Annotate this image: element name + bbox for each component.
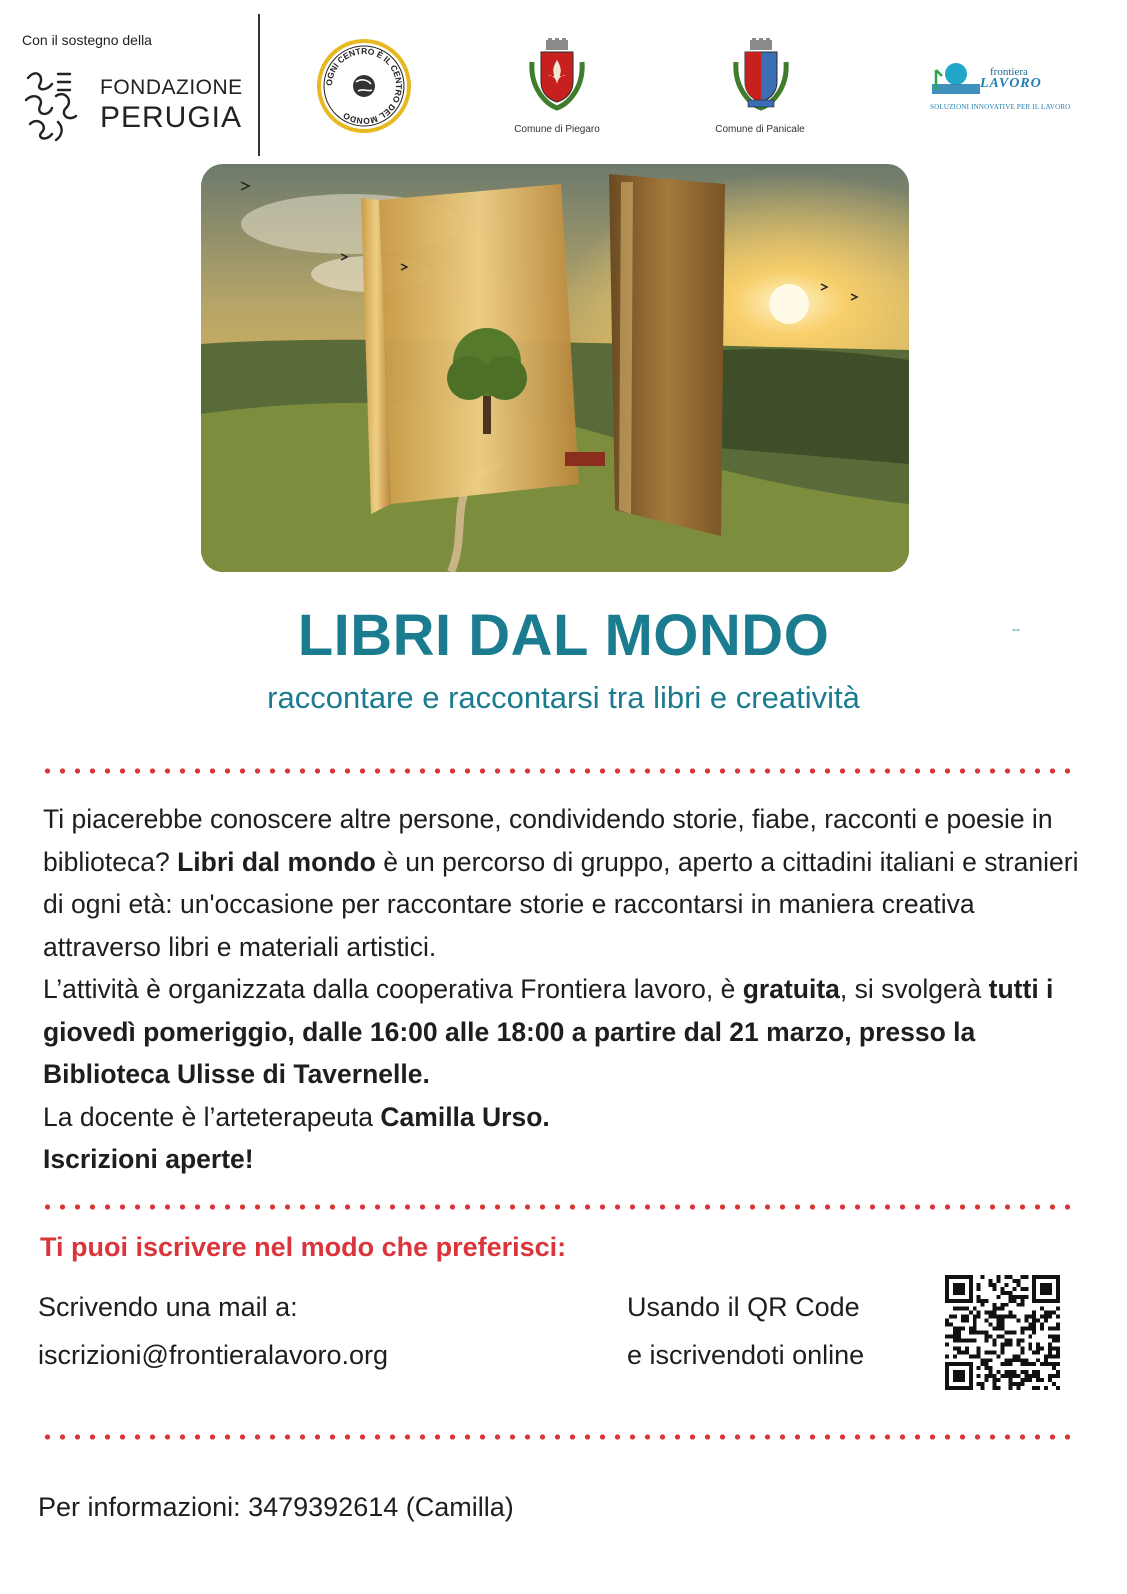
fondazione-name: FONDAZIONE — [100, 76, 243, 99]
qr-label-line-2: e iscrivendoti online — [627, 1340, 865, 1370]
dash-mark: -- — [1012, 622, 1020, 636]
teacher-line: La docente è l’arteterapeuta Camilla Urso. — [43, 1101, 550, 1132]
piegaro-crest-icon — [526, 38, 588, 114]
description-paragraph-1: Ti piacerebbe conoscere altre persone, condividendo storie, fiabe, racconti e poesie in biblioteca? Libri dal mondo è un percorso di gruppo, aperto a cittadini italiani e stranieri di ogni età: un'occasione per raccontare storie e raccontarsi in maniera creativa attraverso libri e materiali artistici. — [43, 804, 1079, 962]
description-paragraph-2: L’attività è organizzata dalla cooperativa Frontiera lavoro, è gratuita, si svolgerà tutti i giovedì pomeriggio, dalle 16:00 alle 18:00 a partire dal 21 marzo, presso la Biblioteca Ulisse di Tavernelle. — [43, 974, 1054, 1089]
email-link[interactable]: iscrizioni@frontieralavoro.org — [38, 1340, 389, 1370]
frontiera-word: frontiera — [990, 66, 1028, 78]
registration-heading: Ti puoi iscrivere nel modo che preferisci: — [40, 1232, 567, 1262]
page-title: LIBRI DAL MONDO — [297, 603, 830, 668]
page-subtitle: raccontare e raccontarsi tra libri e creatività — [267, 680, 860, 715]
mail-label: Scrivendo una mail a: — [38, 1292, 298, 1322]
qr-code-icon[interactable] — [945, 1275, 1060, 1390]
frontiera-tagline: SOLUZIONI INNOVATIVE PER IL LAVORO — [930, 103, 1071, 111]
lavoro-word: LAVORO — [980, 76, 1042, 91]
dotted-divider — [40, 1434, 1070, 1440]
ogni-centro-text: OGNI CENTRO È IL CENTRO DEL MONDO — [323, 45, 405, 127]
panicale-crest-icon — [730, 38, 792, 114]
globe-icon — [353, 75, 375, 97]
sponsor-text: Con il sostegno della — [22, 32, 152, 48]
description-text — [43, 798, 1083, 1181]
fondazione-city: PERUGIA — [100, 101, 243, 134]
registrations-open: Iscrizioni aperte! — [43, 1144, 254, 1174]
contact-info: Per informazioni: 3479392614 (Camilla) — [38, 1492, 514, 1522]
griffin-icon — [26, 73, 76, 140]
header-divider — [258, 14, 260, 156]
qr-label-line-1: Usando il QR Code — [627, 1292, 860, 1322]
piegaro-label: Comune di Piegaro — [514, 124, 600, 135]
hero-book-landscape-image — [201, 164, 909, 572]
ogni-centro-logo — [316, 38, 412, 134]
dotted-divider — [40, 1204, 1070, 1210]
dotted-divider — [40, 768, 1070, 774]
panicale-label: Comune di Panicale — [715, 124, 805, 135]
